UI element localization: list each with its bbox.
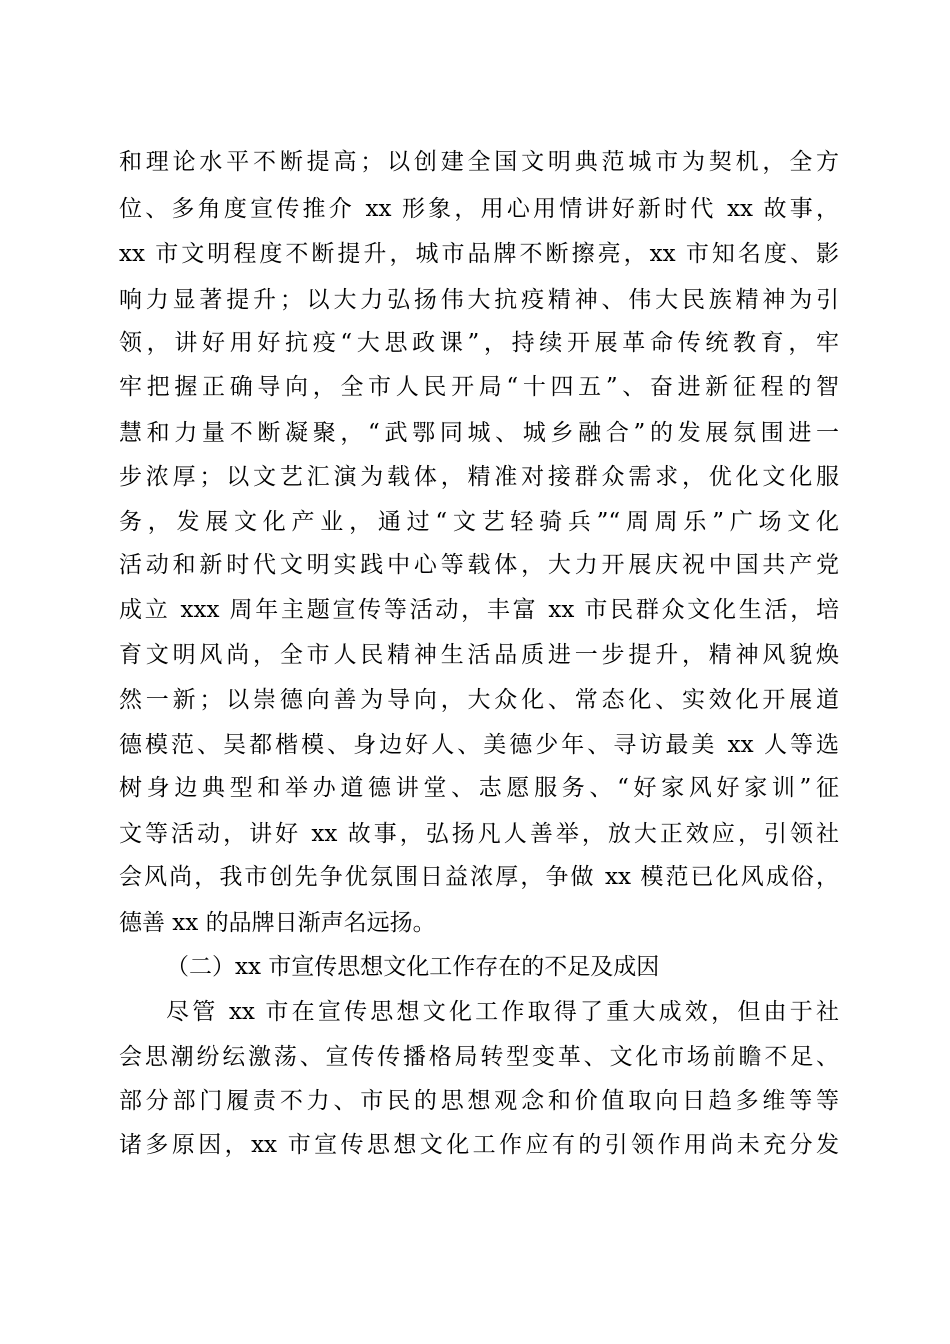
paragraph-1-line-1: 和理论水平不断提高；以创建全国文明典范城市为契机，全方 xyxy=(119,149,839,175)
paragraph-1-line-5: 领，讲好用好抗疫“大思政课”，持续开展革命传统教育，牢 xyxy=(119,330,839,356)
paragraph-2-line-1: 尽管 xx 市在宣传思想文化工作取得了重大成效，但由于社 xyxy=(166,999,839,1025)
paragraph-1-line-6: 牢把握正确导向，全市人民开局“十四五”、奋进新征程的智 xyxy=(119,374,839,400)
paragraph-2-line-2: 会思潮纷纭激荡、宣传传播格局转型变革、文化市场前瞻不足、 xyxy=(119,1044,839,1070)
paragraph-1-line-3: xx 市文明程度不断提升，城市品牌不断擦亮，xx 市知名度、影 xyxy=(119,241,839,267)
paragraph-1-line-7: 慧和力量不断凝聚，“武鄂同城、城乡融合”的发展氛围进一 xyxy=(119,420,839,446)
paragraph-1-line-18: 德善 xx 的品牌日渐声名远扬。 xyxy=(119,910,436,936)
paragraph-1-line-16: 文等活动，讲好 xx 故事，弘扬凡人善举，放大正效应，引领社 xyxy=(119,821,839,847)
paragraph-2-line-3: 部分部门履责不力、市民的思想观念和价值取向日趋多维等等 xyxy=(119,1088,839,1114)
paragraph-1-line-4: 响力显著提升；以大力弘扬伟大抗疫精神、伟大民族精神为引 xyxy=(119,287,839,313)
paragraph-1-line-13: 然一新；以崇德向善为导向，大众化、常态化、实效化开展道 xyxy=(119,687,839,713)
paragraph-1-line-17: 会风尚，我市创先争优氛围日益浓厚，争做 xx 模范已化风成俗， xyxy=(119,864,839,890)
paragraph-1-line-8: 步浓厚；以文艺汇演为载体，精准对接群众需求，优化文化服 xyxy=(119,464,839,490)
paragraph-1-line-9: 务，发展文化产业，通过“文艺轻骑兵”“周周乐”广场文化 xyxy=(119,509,839,535)
section-heading: （二）xx 市宣传思想文化工作存在的不足及成因 xyxy=(166,954,660,980)
paragraph-1-line-12: 育文明风尚，全市人民精神生活品质进一步提升，精神风貌焕 xyxy=(119,642,839,668)
paragraph-1-line-10: 活动和新时代文明实践中心等载体，大力开展庆祝中国共产党 xyxy=(119,552,839,578)
paragraph-1-line-15: 树身边典型和举办道德讲堂、志愿服务、“好家风好家训”征 xyxy=(119,775,839,801)
paragraph-1-line-14: 德模范、吴都楷模、身边好人、美德少年、寻访最美 xx 人等选 xyxy=(119,732,839,758)
paragraph-1-line-2: 位、多角度宣传推介 xx 形象，用心用情讲好新时代 xx 故事， xyxy=(119,196,839,222)
paragraph-1-line-11: 成立 xxx 周年主题宣传等活动，丰富 xx 市民群众文化生活，培 xyxy=(119,597,839,623)
paragraph-2-line-4: 诸多原因，xx 市宣传思想文化工作应有的引领作用尚未充分发 xyxy=(119,1132,839,1158)
